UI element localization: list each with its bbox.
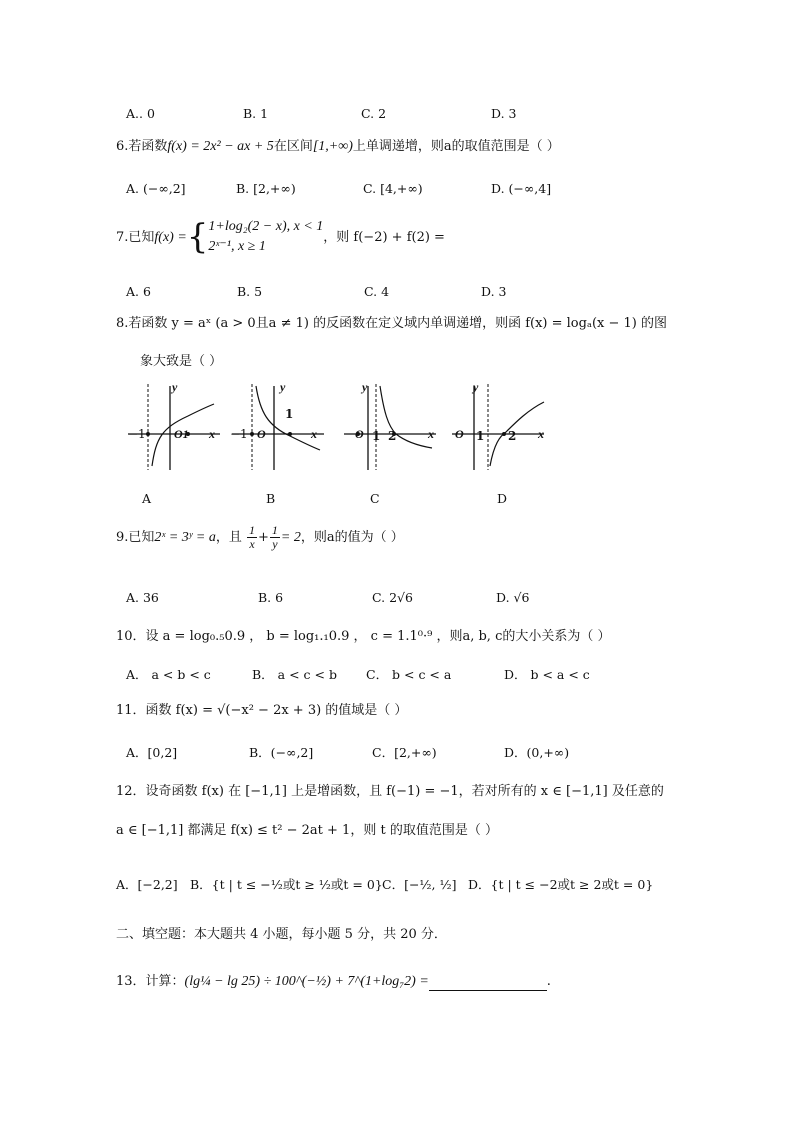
answer-blank[interactable] — [429, 976, 547, 991]
q10-option-d: D． b < a < c — [504, 667, 590, 682]
graph-c — [340, 378, 440, 473]
q6-option-d: D. (−∞,4] — [491, 181, 552, 196]
q7-option-b: B. 5 — [237, 284, 263, 299]
q5-option-d: D. 3 — [491, 106, 517, 121]
q11-option-a: A．[0,2] — [126, 745, 178, 760]
section-2-heading: 二、填空题：本大题共 4 小题，每小题 5 分，共 20 分． — [116, 927, 447, 942]
graph-d — [448, 378, 548, 473]
q9-option-d: D. √6 — [496, 590, 530, 605]
q11-option-d: D．(0,+∞) — [504, 745, 570, 760]
q10-option-b: B． a < c < b — [252, 667, 337, 682]
q7-option-a: A. 6 — [126, 284, 151, 299]
question-6: 6.若函数f(x) = 2x² − ax + 5在区间[1,+∞)上单调递增，则a的取值范围是（ ） — [116, 139, 560, 154]
q11-option-c: C．[2,+∞) — [372, 745, 437, 760]
q12-option-c: C．[−½, ½] — [382, 877, 457, 892]
q7-option-c: C. 4 — [364, 284, 390, 299]
q5-option-b: B. 1 — [243, 106, 269, 121]
graph-b — [228, 378, 328, 473]
q12-option-a: A．[−2,2] — [116, 877, 178, 892]
q9-option-c: C. 2√6 — [372, 590, 413, 605]
question-8-line2: 象大致是（ ） — [140, 354, 223, 369]
q9-option-b: B. 6 — [258, 590, 284, 605]
q5-option-a: A.. 0 — [126, 106, 155, 121]
graph-label-b: B — [266, 491, 276, 506]
graph-label-c: C — [370, 491, 380, 506]
q6-option-a: A. (−∞,2] — [126, 181, 186, 196]
graph-label-d: D — [497, 491, 508, 506]
question-12-line1: 12．设奇函数 f(x) 在 [−1,1] 上是增函数，且 f(−1) = −1，若对所有的 x ∈ [−1,1] 及任意的 — [116, 784, 664, 799]
q9-option-a: A. 36 — [126, 590, 159, 605]
q6-option-c: C. [4,+∞) — [363, 181, 423, 196]
question-10: 10．设 a = log₀.₅0.9 ， b = log₁.₁0.9 ， c = 1.1⁰·⁹ ，则a, b, c的大小关系为（ ） — [116, 629, 611, 644]
question-8-line1: 8.若函数 y = aˣ (a > 0且a ≠ 1) 的反函数在定义域内单调递增，则函 f(x) = logₐ(x − 1) 的图 — [116, 316, 667, 331]
question-13: 13．计算：(lg¼ − lg 25) ÷ 100^(−½) + 7^(1+log₇2) = . — [116, 974, 551, 989]
q12-option-d: D．{t | t ≤ −2或t ≥ 2或t = 0} — [468, 877, 654, 892]
question-12-line2: a ∈ [−1,1] 都满足 f(x) ≤ t² − 2at + 1，则 t 的取值范围是（ ） — [116, 823, 498, 838]
q10-option-a: A． a < b < c — [126, 667, 211, 682]
q10-option-c: C． b < c < a — [366, 667, 452, 682]
question-9: 9.已知2ˣ = 3ʸ = a，且 $\frac{1}{x}$ + $\frac{1}{y}$ = 2，则a的值为（ ） — [116, 523, 404, 551]
question-7: 7.已知f(x) ={ 1+log₂(2 − x), x < 1 2ˣ⁻¹, x ≥ 1 ，则 f(−2) + f(2) = — [116, 217, 445, 257]
q7-option-d: D. 3 — [481, 284, 507, 299]
q5-option-c: C. 2 — [361, 106, 387, 121]
graph-label-a: A — [142, 491, 152, 506]
q12-option-b: B．{t | t ≤ −½或t ≥ ½或t = 0} — [190, 877, 383, 892]
question-11: 11．函数 f(x) = √(−x² − 2x + 3) 的值域是（ ） — [116, 703, 408, 718]
q11-option-b: B．(−∞,2] — [249, 745, 314, 760]
q6-option-b: B. [2,+∞) — [236, 181, 296, 196]
